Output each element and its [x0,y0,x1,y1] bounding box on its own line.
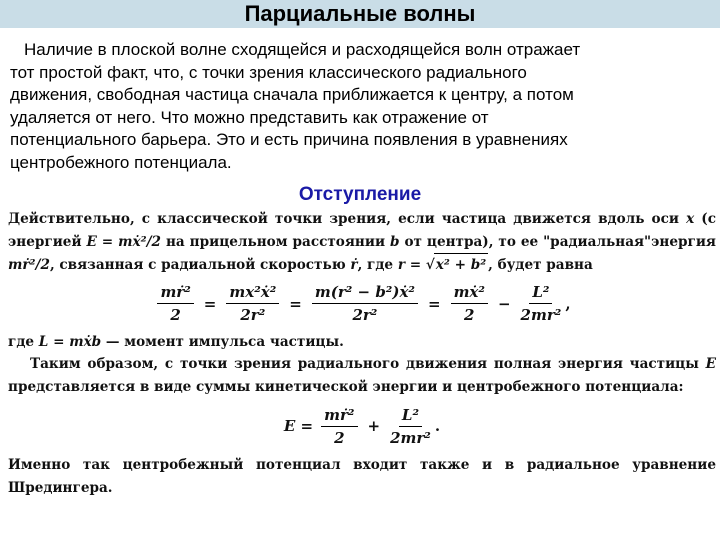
scanned-text-excerpt [8,208,716,499]
fraction [312,283,418,324]
scan-paragraph-3 [8,353,716,398]
equals-sign: = [427,294,441,313]
text-run: представляется в виде суммы кинетической энергии и центробежного потенциала: [8,378,684,395]
text-run: Таким образом, с точки зрения радиального движения полная энергия частицы [30,356,706,372]
math-x: x [686,211,695,227]
scan-paragraph-2 [8,331,716,354]
math-radial-energy: mṙ²/2 [8,257,50,273]
lhs: E = [283,417,314,435]
math-b: b [389,233,400,250]
numerator: mṙ² [157,283,193,304]
numerator: mẋ² [451,283,488,304]
text-run: (с энергией [8,211,716,250]
numerator: mx²ẋ² [226,283,279,304]
fraction [521,283,562,324]
numerator: mṙ² [321,406,357,427]
slide-title: Парциальные волны [0,0,720,28]
text-run: на прицельном расстоянии [161,233,390,250]
scan-paragraph-4: Именно так центробежный потенциал входит также и в радиальное уравнение Шредингера. [8,457,716,496]
fraction [321,406,357,447]
math-angular-momentum: L = mẋb [38,333,102,350]
denominator: 2 [170,306,181,324]
denominator: 2r² [240,306,266,324]
equation-radial-energy [8,279,716,329]
equals-sign: = [203,294,217,313]
text-run: от центра), то ее "радиальная"энергия [399,233,716,250]
intro-line: движения, свободная частица сначала приближается к центру, а потом [10,85,574,105]
numerator: m(r² − b²)ẋ² [312,283,418,304]
denominator: 2mr² [390,428,431,447]
intro-paragraph [10,39,710,175]
plus-sign: + [367,417,381,435]
text-run: где [8,333,39,350]
equals-sign: = [289,294,302,313]
intro-line: удаляется от него. Что можно представить как отражение от [10,107,489,127]
fraction [157,283,193,324]
sqrt-sign: √ [425,257,435,273]
math-energy: E = mẋ²/2 [86,233,162,250]
intro-line: центробежного потенциала. [10,152,232,172]
period: . [434,417,441,435]
minus-sign: − [497,294,511,313]
intro-line [10,39,710,62]
fraction [451,283,488,324]
scan-paragraph-1 [8,208,716,277]
fraction [226,283,279,324]
comma: , [565,294,571,313]
denominator: 2mr² [520,306,562,324]
math-E: E [705,356,716,372]
text-run: , связанная с радиальной скоростью [49,257,351,273]
numerator: L² [399,406,422,427]
section-subheading: Отступление [298,184,422,205]
intro-line: тот простой факт, что, с точки зрения классического радиального [10,62,527,82]
denominator: 2 [464,306,475,324]
fraction [390,406,431,447]
text-run: , где [357,257,398,273]
math-sqrt-arg: x² + b² [434,253,488,277]
text-run: , будет равна [488,257,593,273]
math-rdot: ṙ [350,257,358,273]
intro-line-text: Наличие в плоской волне сходящейся и расходящейся волн отражает [24,40,581,59]
math-r-def: r = [397,257,426,273]
text-run: Действительно, с классической точки зрения, если частица движется вдоль оси [8,211,687,227]
denominator: 2 [334,428,345,447]
intro-line: потенциального барьера. Это и есть причина появления в уравнениях [10,130,568,150]
equation-total-energy [8,402,716,450]
text-run: — момент импульса частицы. [101,333,344,350]
numerator: L² [529,283,552,304]
denominator: 2r² [352,306,378,324]
